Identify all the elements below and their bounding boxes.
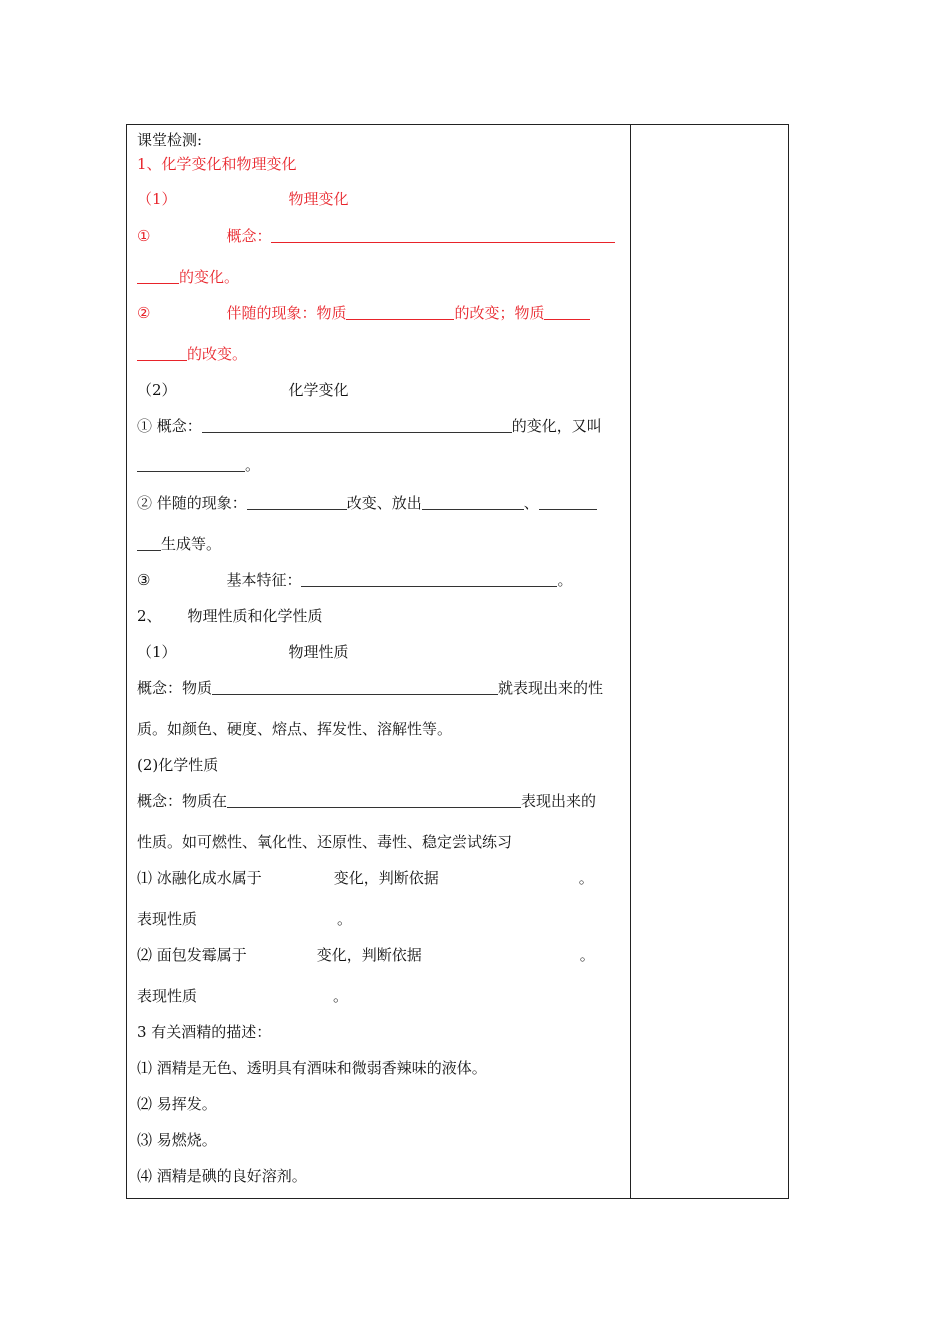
physical-property-examples: 质。如颜色、硬度、熔点、挥发性、溶解性等。 [137, 720, 453, 738]
alcohol-item: ⑷ 酒精是碘的良好溶剂。 [137, 1167, 307, 1185]
blank[interactable] [422, 494, 524, 510]
blank[interactable] [544, 304, 590, 320]
worksheet-table [126, 124, 789, 1199]
blank[interactable] [137, 456, 245, 472]
blank[interactable] [271, 227, 615, 243]
blank[interactable] [539, 494, 597, 510]
physical-property-concept: 概念：物质 就表现出来的性 [137, 679, 604, 697]
chemical-change-heading: （2） 化学变化 [137, 381, 349, 399]
physical-change-heading: （1） 物理变化 [137, 190, 349, 208]
chemical-change-phenomena-cont: 生成等。 [137, 534, 221, 554]
column-divider [630, 125, 631, 1198]
physical-change-concept: ① 概念： [137, 226, 615, 246]
chemical-property-heading: (2)化学性质 [137, 756, 219, 774]
exercise-1-property: 表现性质 。 [137, 910, 353, 928]
blank[interactable] [212, 679, 498, 695]
physical-change-phenomena: ② 伴随的现象：物质 的改变；物质 [137, 303, 590, 323]
section-3-title: 3 有关酒精的描述： [137, 1023, 272, 1041]
exercise-1: ⑴ 冰融化成水属于 变化，判断依据 。 [137, 869, 594, 887]
blank[interactable] [137, 268, 179, 284]
blank[interactable] [346, 304, 454, 320]
blank[interactable] [137, 535, 161, 551]
exercise-2: ⑵ 面包发霉属于 变化，判断依据 。 [137, 946, 595, 964]
chemical-property-examples: 性质。如可燃性、氧化性、还原性、毒性、稳定尝试练习 [137, 833, 513, 851]
chemical-change-phenomena: ② 伴随的现象： 改变、放出 、 [137, 493, 597, 513]
physical-change-concept-cont: 的变化。 [137, 267, 239, 287]
alcohol-item: ⑵ 易挥发。 [137, 1095, 217, 1113]
blank[interactable] [137, 345, 187, 361]
alcohol-item: ⑶ 易燃烧。 [137, 1131, 217, 1149]
blank[interactable] [247, 494, 347, 510]
section-2-title: 2、 物理性质和化学性质 [137, 607, 323, 625]
physical-change-phenomena-cont: 的改变。 [137, 344, 247, 364]
section-header: 课堂检测: [137, 131, 203, 149]
chemical-property-concept: 概念：物质在 表现出来的 [137, 792, 597, 810]
alcohol-item: ⑴ 酒精是无色、透明具有酒味和微弱香辣味的液体。 [137, 1059, 487, 1077]
section-1-title: 1、化学变化和物理变化 [137, 155, 297, 173]
blank[interactable] [202, 417, 512, 433]
exercise-2-property: 表现性质 。 [137, 987, 349, 1005]
physical-property-heading: （1） 物理性质 [137, 643, 349, 661]
chemical-change-concept-cont: 。 [137, 455, 260, 475]
chemical-change-feature: ③ 基本特征： 。 [137, 571, 573, 589]
blank[interactable] [301, 571, 557, 587]
blank[interactable] [227, 792, 521, 808]
chemical-change-concept: ① 概念： 的变化，又叫 [137, 417, 602, 435]
